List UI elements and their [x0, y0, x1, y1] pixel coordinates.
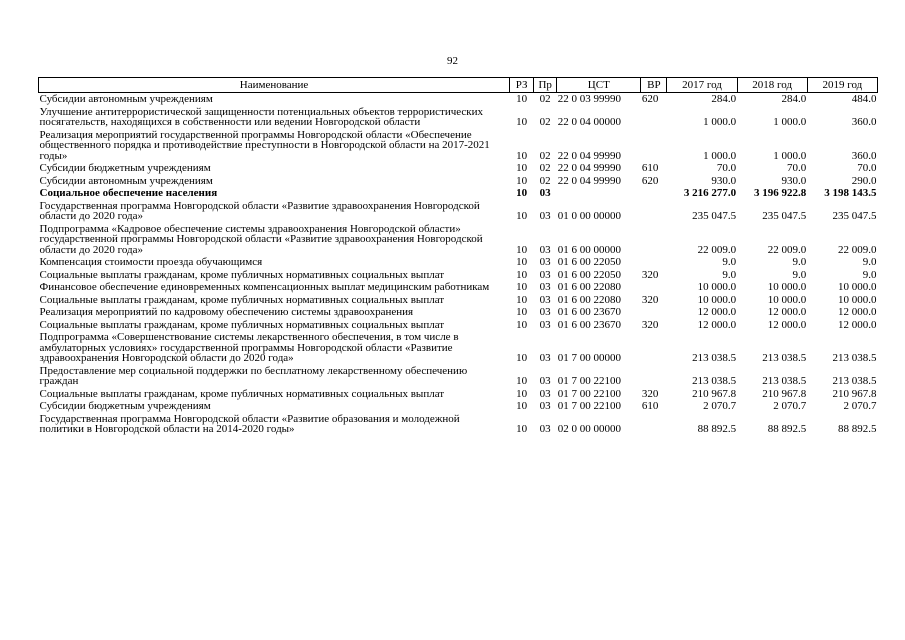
cell-2017: 213 038.5 [692, 375, 737, 387]
table-row [39, 365, 878, 388]
cell-name: Реализация мероприятий по кадровому обеспечению системы здравоохранения [39, 306, 414, 318]
cell-cst: 01 6 00 23670 [557, 318, 621, 331]
page-number: 92 [447, 55, 458, 67]
cell-2017: 88 892.5 [697, 423, 737, 435]
cell-2018: 70.0 [787, 162, 807, 174]
cell-cst: 01 7 00 22100 [557, 387, 621, 400]
table-row [39, 187, 878, 200]
cell-cst: 01 0 00 00000 [557, 210, 621, 222]
cell-cst: 01 6 00 22080 [557, 281, 621, 293]
cell-2017: 22 009.0 [697, 243, 737, 256]
cell-cst: 22 0 04 99990 [557, 162, 621, 174]
cell-2018: 213 038.5 [762, 375, 807, 387]
cell-rz: 10 [516, 281, 528, 293]
cell-pr: 02 [539, 93, 551, 105]
cell-name: Компенсация стоимости проезда обучающимся [39, 256, 263, 268]
cell-name: Реализация мероприятий государственной программы Новгородской области «Обеспечение общественного порядка и противодействие преступности в Новгородской области на 2017-2021 годы» [39, 128, 490, 162]
cell-2019: 235 047.5 [832, 210, 877, 222]
cell-2017: 10 000.0 [697, 281, 737, 293]
cell-name: Государственная программа Новгородской области «Развитие образования и молодежной политики в Новгородской области на 2014-2020 годы» [39, 412, 460, 435]
cell-rz: 10 [516, 210, 528, 222]
cell-cst: 22 0 04 00000 [557, 116, 621, 128]
cell-2018: 1 000.0 [773, 149, 807, 162]
cell-cst: 01 7 00 22100 [557, 375, 621, 387]
cell-name: Финансовое обеспечение единовременных компенсационных выплат медицинским работникам [39, 281, 490, 293]
cell-2019: 12 000.0 [838, 306, 877, 318]
cell-cst: 01 6 00 23670 [557, 306, 621, 318]
cell-pr: 02 [539, 149, 551, 162]
cell-2018: 9.0 [792, 268, 807, 281]
cell-rz: 10 [516, 116, 528, 128]
cell-rz: 10 [516, 375, 528, 387]
table-row [39, 319, 878, 332]
cell-2017: 235 047.5 [692, 210, 737, 222]
cell-pr: 03 [539, 210, 551, 222]
cell-vr: 620 [641, 174, 659, 187]
cell-2019: 22 009.0 [838, 243, 877, 256]
header-2017: 2017 год [667, 78, 737, 93]
cell-2019: 70.0 [857, 162, 877, 174]
cell-2017: 284.0 [711, 93, 737, 105]
cell-pr: 03 [539, 400, 551, 412]
cell-cst: 02 0 00 00000 [557, 423, 621, 435]
cell-pr: 03 [539, 423, 551, 435]
table-row [39, 200, 878, 223]
table-row [39, 331, 878, 365]
cell-name: Социальные выплаты гражданам, кроме публичных нормативных социальных выплат [39, 268, 445, 281]
table-row [39, 294, 878, 307]
table-header-row [39, 78, 878, 93]
cell-vr: 620 [641, 93, 659, 105]
header-2018: 2018 год [737, 78, 807, 93]
cell-rz: 10 [516, 243, 528, 256]
cell-pr: 02 [539, 174, 551, 187]
cell-2018: 22 009.0 [767, 243, 807, 256]
cell-name: Социальные выплаты гражданам, кроме публичных нормативных социальных выплат [39, 387, 445, 400]
cell-name: Социальные выплаты гражданам, кроме публичных нормативных социальных выплат [39, 318, 445, 331]
cell-pr: 03 [539, 268, 551, 281]
cell-vr [641, 281, 667, 294]
cell-2017: 70.0 [716, 162, 737, 174]
cell-2018: 12 000.0 [767, 318, 807, 331]
cell-name: Социальные выплаты гражданам, кроме публичных нормативных социальных выплат [39, 293, 445, 306]
cell-vr: 320 [641, 318, 659, 331]
cell-rz: 10 [516, 423, 528, 435]
table-row [39, 256, 878, 269]
cell-2018: 235 047.5 [762, 210, 807, 222]
cell-2018: 930.0 [781, 174, 807, 187]
cell-2017: 12 000.0 [697, 306, 737, 318]
cell-2017: 9.0 [722, 268, 737, 281]
cell-vr [641, 129, 667, 163]
cell-2019: 210 967.8 [832, 387, 877, 400]
cell-rz: 10 [516, 162, 528, 174]
cell-pr: 03 [539, 187, 551, 199]
cell-pr: 03 [539, 306, 551, 318]
header-cst: ЦСТ [557, 78, 641, 93]
table-row [39, 129, 878, 163]
cell-2019: 12 000.0 [838, 318, 877, 331]
cell-rz: 10 [516, 387, 528, 400]
cell-rz: 10 [516, 400, 528, 412]
table-row [39, 106, 878, 129]
table-row [39, 306, 878, 319]
cell-2019: 10 000.0 [838, 293, 877, 306]
cell-2017: 12 000.0 [697, 318, 737, 331]
cell-vr: 610 [641, 400, 659, 412]
cell-2018: 210 967.8 [762, 387, 807, 400]
cell-vr: 320 [641, 268, 659, 281]
cell-2017: 1 000.0 [703, 116, 737, 128]
cell-vr: 320 [641, 387, 659, 400]
cell-vr [641, 187, 667, 200]
cell-rz: 10 [516, 352, 528, 364]
cell-2018: 213 038.5 [762, 352, 807, 364]
header-rz: РЗ [510, 78, 534, 93]
cell-2018: 3 196 922.8 [754, 187, 807, 199]
cell-cst: 22 0 04 99990 [557, 174, 621, 187]
header-2019: 2019 год [807, 78, 877, 93]
cell-2018: 2 070.7 [773, 400, 807, 412]
cell-vr [641, 365, 667, 388]
header-pr: Пр [534, 78, 557, 93]
cell-pr: 02 [539, 116, 551, 128]
cell-cst: 22 0 04 99990 [557, 149, 621, 162]
table-row [39, 162, 878, 175]
cell-cst: 22 0 03 99990 [557, 93, 621, 105]
cell-cst: 01 6 00 22080 [557, 293, 621, 306]
cell-2018: 88 892.5 [767, 423, 807, 435]
cell-vr: 320 [641, 293, 659, 306]
cell-2017: 10 000.0 [697, 293, 737, 306]
cell-cst [557, 187, 641, 200]
cell-2017: 2 070.7 [703, 400, 737, 412]
cell-2018: 284.0 [781, 93, 807, 105]
cell-2017: 9.0 [722, 256, 737, 268]
table-row [39, 223, 878, 257]
cell-pr: 03 [539, 293, 551, 306]
cell-name: Государственная программа Новгородской области «Развитие здравоохранения Новгородской области до 2020 года» [39, 199, 480, 222]
cell-2019: 213 038.5 [832, 352, 877, 364]
cell-2017: 930.0 [711, 174, 737, 187]
cell-name: Субсидии автономным учреждениям [39, 93, 213, 105]
table-row [39, 175, 878, 188]
cell-name: Предоставление мер социальной поддержки по бесплатному лекарственному обеспечению граждан [39, 364, 468, 387]
cell-rz: 10 [516, 293, 528, 306]
cell-pr: 03 [539, 352, 551, 364]
cell-pr: 03 [539, 243, 551, 256]
cell-2019: 88 892.5 [838, 423, 877, 435]
cell-2019: 360.0 [851, 116, 877, 128]
cell-name: Социальное обеспечение населения [39, 187, 218, 199]
cell-vr [641, 200, 667, 223]
cell-cst: 01 6 00 22050 [557, 268, 621, 281]
cell-2017: 210 967.8 [692, 387, 737, 400]
cell-2019: 3 198 143.5 [824, 187, 877, 199]
cell-name: Улучшение антитеррористической защищенности потенциальных объектов террористических посягательств, находящихся в собственности или ведении Новгородской области [39, 105, 484, 128]
cell-2019: 10 000.0 [838, 281, 877, 293]
cell-vr [641, 306, 667, 319]
cell-2019: 484.0 [851, 93, 877, 105]
cell-rz: 10 [516, 256, 528, 268]
cell-pr: 03 [539, 375, 551, 387]
cell-vr [641, 223, 667, 257]
cell-pr: 03 [539, 387, 551, 400]
cell-2019: 360.0 [851, 149, 877, 162]
cell-2019: 9.0 [862, 256, 877, 268]
cell-2017: 3 216 277.0 [683, 187, 737, 199]
cell-pr: 03 [539, 318, 551, 331]
cell-2019: 213 038.5 [832, 375, 877, 387]
header-vr: ВР [641, 78, 667, 93]
cell-rz: 10 [516, 268, 528, 281]
cell-cst: 01 7 00 00000 [557, 352, 621, 364]
cell-2018: 10 000.0 [767, 293, 807, 306]
cell-2018: 12 000.0 [767, 306, 807, 318]
cell-rz: 10 [516, 187, 528, 199]
table-row [39, 388, 878, 401]
cell-rz: 10 [516, 93, 528, 105]
cell-rz: 10 [516, 306, 528, 318]
cell-rz: 10 [516, 318, 528, 331]
cell-vr: 610 [641, 162, 659, 174]
cell-name: Подпрограмма «Кадровое обеспечение системы здравоохранения Новгородской области» государственной программы Новгородской области «Развитие здравоохранения Новгородской области до 2020 года» [39, 222, 483, 256]
table-row [39, 269, 878, 282]
cell-pr: 02 [539, 162, 551, 174]
cell-name: Субсидии бюджетным учреждениям [39, 400, 211, 412]
cell-rz: 10 [516, 174, 528, 187]
table-row [39, 93, 878, 106]
cell-2019: 290.0 [851, 174, 877, 187]
cell-cst: 01 6 00 00000 [557, 243, 621, 256]
cell-2017: 213 038.5 [692, 352, 737, 364]
cell-rz: 10 [516, 149, 528, 162]
cell-2018: 10 000.0 [767, 281, 807, 293]
cell-2018: 9.0 [792, 256, 807, 268]
table-row [39, 400, 878, 413]
cell-2019: 9.0 [862, 268, 877, 281]
cell-2018: 1 000.0 [773, 116, 807, 128]
cell-name: Субсидии бюджетным учреждениям [39, 162, 211, 174]
cell-vr [641, 331, 667, 365]
cell-name: Субсидии автономным учреждениям [39, 174, 213, 187]
header-name: Наименование [39, 78, 510, 93]
cell-vr [641, 106, 667, 129]
cell-2019: 2 070.7 [843, 400, 877, 412]
table-row [39, 281, 878, 294]
cell-vr [641, 256, 667, 269]
cell-pr: 03 [539, 281, 551, 293]
cell-pr: 03 [539, 256, 551, 268]
cell-cst: 01 6 00 22050 [557, 256, 621, 268]
cell-vr [641, 413, 667, 436]
table-row [39, 413, 878, 436]
cell-cst: 01 7 00 22100 [557, 400, 621, 412]
cell-name: Подпрограмма «Совершенствование системы лекарственного обеспечения, в том числе в амбулаторных условиях» государственной программы Новгородской области «Развитие здравоохранения Новгородской области до 2020 года» [39, 331, 459, 364]
budget-table [38, 77, 878, 436]
cell-2017: 1 000.0 [703, 149, 737, 162]
